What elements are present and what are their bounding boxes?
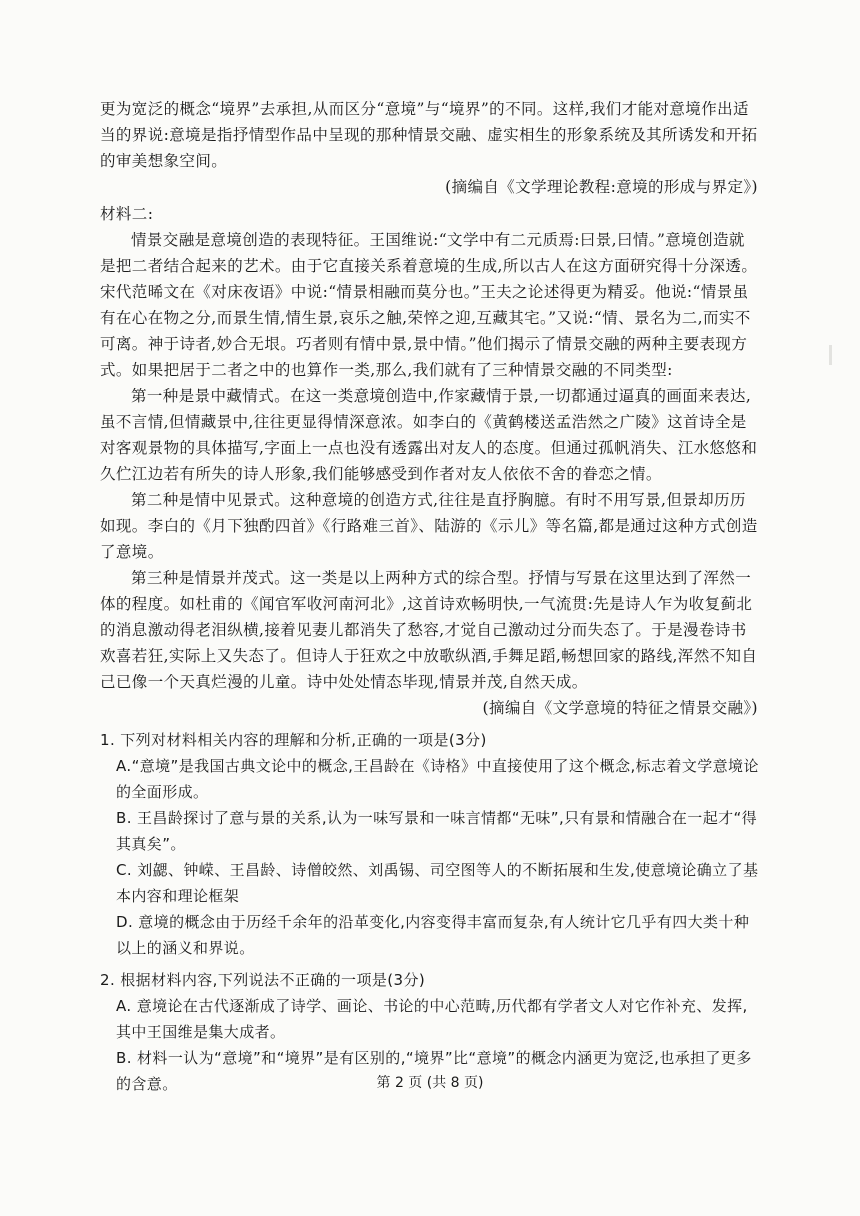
- option-c: C. 刘勰、钟嵘、王昌龄、诗僧皎然、刘禹锡、司空图等人的不断拓展和生发,使意境论确立了基本内容和理论框架: [116, 861, 759, 905]
- material-2-paragraph: 第一种是景中藏情式。在这一类意境创造中,作家藏情于景,一切都通过逼真的画面来表达,虽不言情,但情藏景中,往往更显得情深意浓。如李白的《黄鹤楼送孟浩然之广陵》这首诗全是对客观景物的具体描写,字面上一点也没有透露出对友人的态度。但通过孤帆消失、江水悠悠和久伫江边若有所失的诗人形象,我们能够感受到作者对友人依依不舍的眷恋之情。: [100, 387, 758, 483]
- option-a: A.“意境”是我国古典文论中的概念,王昌龄在《诗格》中直接使用了这个概念,标志着文学意境论的全面形成。: [116, 757, 759, 801]
- option-b: B. 材料一认为“意境”和“境界”是有区别的,“境界”比“意境”的概念内涵更为宽泛,也承担了更多的含意。: [116, 1049, 752, 1093]
- material-2-paragraph: 情景交融是意境创造的表现特征。王国维说:“文学中有二元质焉:曰景,曰情。”意境创造就是把二者结合起来的艺术。由于它直接关系着意境的生成,所以古人在这方面研究得十分深透。宋代范晞文在《对床夜语》中说:“情景相融而莫分也。”王夫之论述得更为精妥。他说:“情景虽有在心在物之分,而景生情,情生景,哀乐之触,荣悴之迎,互藏其宅。”又说:“情、景名为二,而实不可离。神于诗者,妙合无垠。巧者则有情中景,景中情。”他们揭示了情景交融的两种主要表现方式。如果把居于二者之中的也算作一类,那么,我们就有了三种情景交融的不同类型:: [100, 231, 758, 379]
- source-citation-1: (摘编自《文学理论教程:意境的形成与界定》): [445, 178, 758, 196]
- material-2-heading: 材料二:: [100, 205, 154, 223]
- scan-artifact: [829, 345, 832, 365]
- intro-paragraph: 更为宽泛的概念“境界”去承担,从而区分“意境”与“境界”的不同。这样,我们才能对意境作出适当的界说:意境是指抒情型作品中呈现的那种情景交融、虚实相生的形象系统及其所诱发和开拓的审美想象空间。: [100, 100, 758, 170]
- material-2-paragraph: 第三种是情景并茂式。这一类是以上两种方式的综合型。抒情与写景在这里达到了浑然一体的程度。如杜甫的《闻官军收河南河北》,这首诗欢畅明快,一气流贯:先是诗人乍为收复蓟北的消息激动得老泪纵横,接着见妻儿都消失了愁容,才觉自己激动过分而失态了。于是漫卷诗书欢喜若狂,实际上又失态了。但诗人于狂欢之中放歌纵酒,手舞足蹈,畅想回家的路线,浑然不知自己已像一个天真烂漫的儿童。诗中处处情态毕现,情景并茂,自然天成。: [100, 569, 758, 691]
- question-title: 1. 下列对材料相关内容的理解和分析,正确的一项是(3分): [100, 731, 487, 749]
- source-citation-2: (摘编自《文学意境的特征之情景交融》): [482, 699, 758, 717]
- option-d: D. 意境的概念由于历经千余年的沿革变化,内容变得丰富而复杂,有人统计它几乎有四大类十种以上的涵义和界说。: [116, 913, 750, 957]
- page-content: [100, 96, 760, 1097]
- option-a: A. 意境论在古代逐渐成了诗学、画论、书论的中心范畴,历代都有学者文人对它作补充、发挥,其中王国维是集大成者。: [116, 997, 748, 1041]
- question-1: [100, 727, 760, 961]
- material-2-paragraph: 第二种是情中见景式。这种意境的创造方式,往往是直抒胸臆。有时不用写景,但景却历历如现。李白的《月下独酌四首》《行路难三首》、陆游的《示儿》等名篇,都是通过这种方式创造了意境。: [100, 491, 758, 561]
- option-b: B. 王昌龄探讨了意与景的关系,认为一味写景和一味言情都“无味”,只有景和情融合在一起才“得其真矣”。: [116, 809, 758, 853]
- question-title: 2. 根据材料内容,下列说法不正确的一项是(3分): [100, 971, 426, 989]
- page-footer: 第 2 页 (共 8 页): [376, 1075, 484, 1091]
